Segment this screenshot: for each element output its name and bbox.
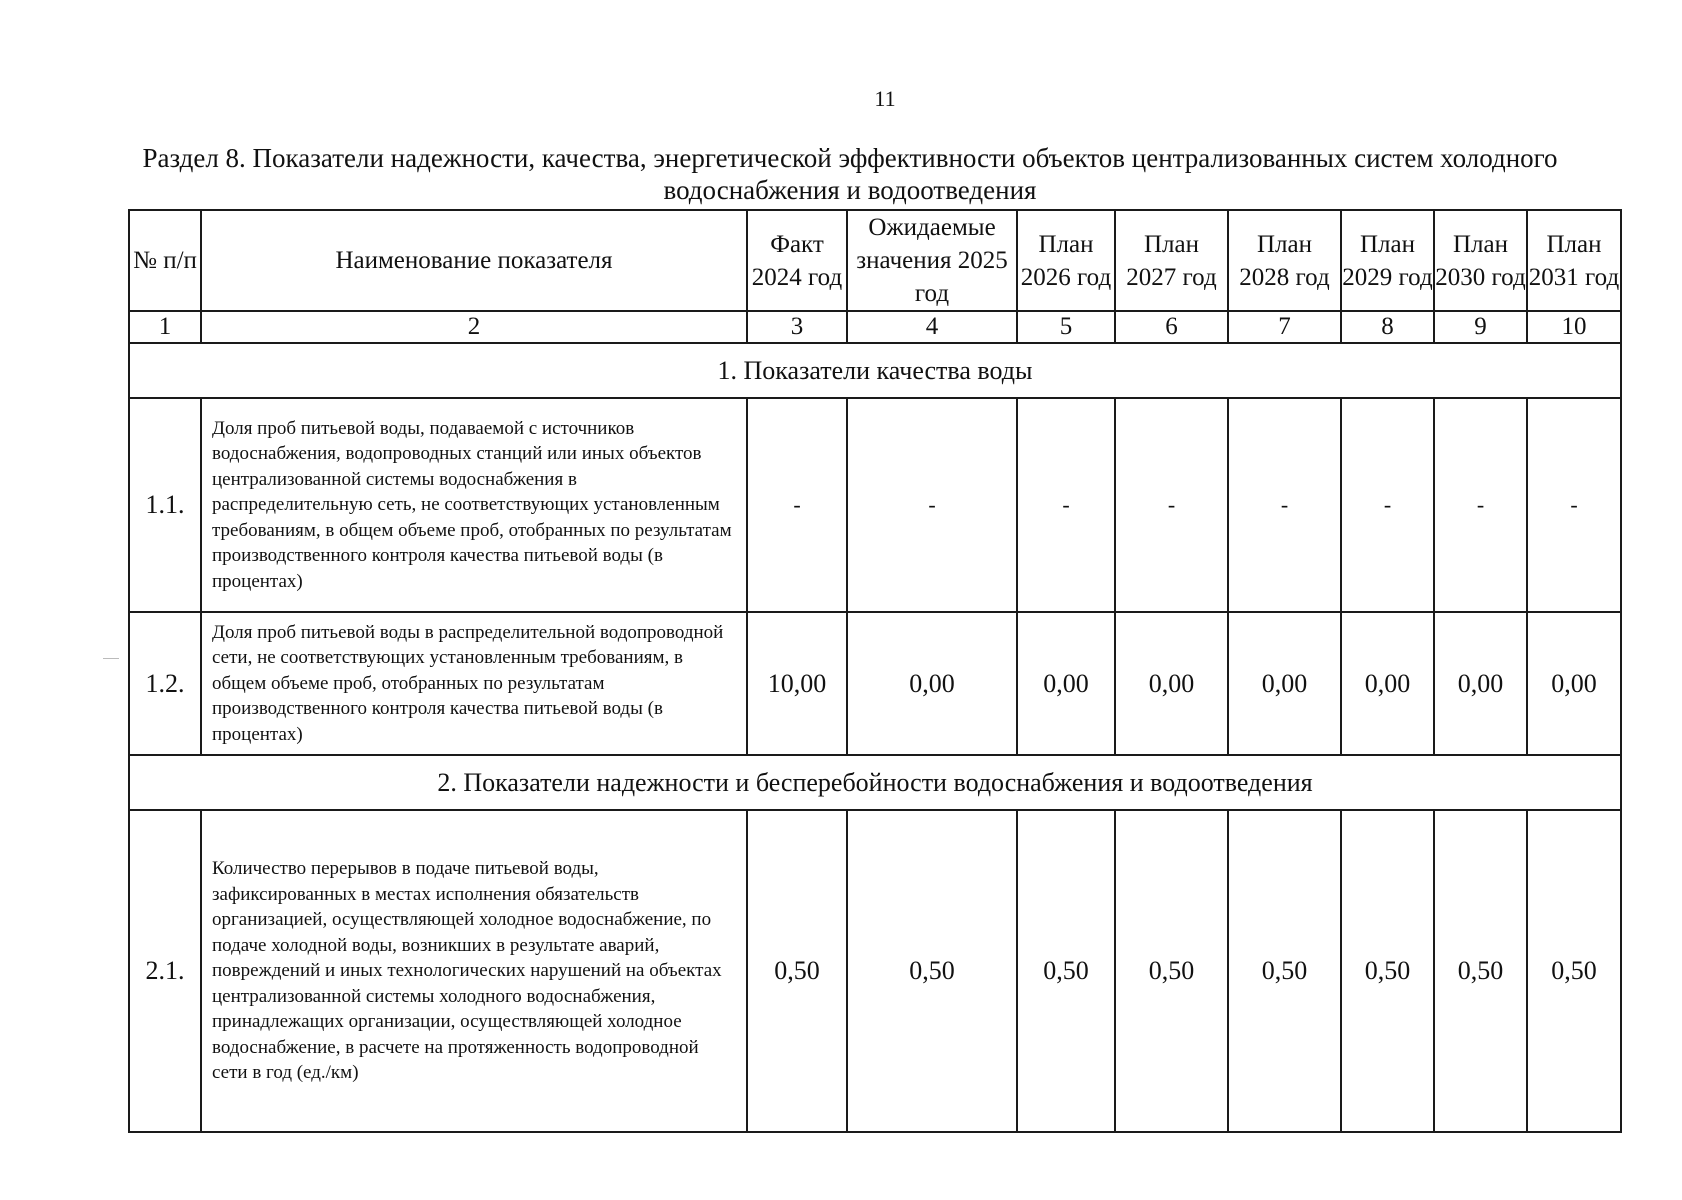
column-number: 4 [847, 311, 1017, 343]
value-plan-2026: - [1017, 398, 1115, 612]
column-number: 5 [1017, 311, 1115, 343]
column-number: 9 [1434, 311, 1527, 343]
value-plan-2030: 0,50 [1434, 810, 1527, 1132]
row-number: 2.1. [129, 810, 201, 1132]
indicator-name: Количество перерывов в подаче питьевой воды, зафиксированных в местах исполнения обязательств организацией, осуществляющей холодное водоснабжение, по подаче холодной воды, возникших в результате аварий, повреждений и иных технологических нарушений на объектах централизованной системы холодного водоснабжения, принадлежащих организации, осуществляющей холодное водоснабжение, в расчете на протяженность водопроводной сети в год (ед./км) [201, 810, 747, 1132]
value-plan-2028: 0,50 [1228, 810, 1341, 1132]
value-plan-2028: - [1228, 398, 1341, 612]
value-fact-2024: - [747, 398, 847, 612]
header-name: Наименование показателя [201, 210, 747, 311]
value-plan-2031: - [1527, 398, 1621, 612]
column-number: 6 [1115, 311, 1228, 343]
table-row [129, 810, 1621, 1132]
header-row [129, 210, 1621, 311]
group-title: 1. Показатели качества воды [129, 343, 1621, 398]
value-expected-2025: 0,50 [847, 810, 1017, 1132]
value-plan-2027: 0,00 [1115, 612, 1228, 755]
column-number: 1 [129, 311, 201, 343]
value-plan-2026: 0,50 [1017, 810, 1115, 1132]
column-number: 3 [747, 311, 847, 343]
value-plan-2029: 0,50 [1341, 810, 1434, 1132]
group-title: 2. Показатели надежности и бесперебойности водоснабжения и водоотведения [129, 755, 1621, 810]
column-number: 8 [1341, 311, 1434, 343]
margin-mark [103, 658, 119, 659]
value-plan-2029: 0,00 [1341, 612, 1434, 755]
row-number: 1.2. [129, 612, 201, 755]
value-plan-2030: 0,00 [1434, 612, 1527, 755]
value-plan-2031: 0,50 [1527, 810, 1621, 1132]
row-number: 1.1. [129, 398, 201, 612]
header-plan-2031: План 2031 год [1527, 210, 1621, 311]
group-row-reliability [129, 755, 1621, 810]
indicator-name: Доля проб питьевой воды в распределительной водопроводной сети, не соответствующих установленным требованиям, в общем объеме проб, отобранных по результатам производственного контроля качества питьевой воды (в процентах) [201, 612, 747, 755]
header-fact-2024: Факт 2024 год [747, 210, 847, 311]
column-number: 10 [1527, 311, 1621, 343]
value-expected-2025: - [847, 398, 1017, 612]
value-plan-2026: 0,00 [1017, 612, 1115, 755]
value-plan-2029: - [1341, 398, 1434, 612]
header-plan-2030: План 2030 год [1434, 210, 1527, 311]
page-number: 11 [874, 86, 896, 111]
column-number: 2 [201, 311, 747, 343]
group-row-quality [129, 343, 1621, 398]
value-plan-2027: 0,50 [1115, 810, 1228, 1132]
header-plan-2029: План 2029 год [1341, 210, 1434, 311]
value-plan-2027: - [1115, 398, 1228, 612]
header-plan-2026: План 2026 год [1017, 210, 1115, 311]
header-num: № п/п [129, 210, 201, 311]
value-plan-2030: - [1434, 398, 1527, 612]
value-fact-2024: 0,50 [747, 810, 847, 1132]
header-plan-2027: План 2027 год [1115, 210, 1228, 311]
value-fact-2024: 10,00 [747, 612, 847, 755]
header-plan-2028: План 2028 год [1228, 210, 1341, 311]
table-row [129, 612, 1621, 755]
header-expected-2025: Ожидаемые значения 2025 год [847, 210, 1017, 311]
column-number: 7 [1228, 311, 1341, 343]
value-plan-2031: 0,00 [1527, 612, 1621, 755]
value-expected-2025: 0,00 [847, 612, 1017, 755]
table-row [129, 398, 1621, 612]
column-number-row [129, 311, 1621, 343]
indicators-table [128, 209, 1622, 1133]
indicator-name: Доля проб питьевой воды, подаваемой с источников водоснабжения, водопроводных станций или иных объектов централизованной системы водоснабжения в распределительную сеть, не соответствующих установленным требованиям, в общем объеме проб, отобранных по результатам производственного контроля качества питьевой воды (в процентах) [201, 398, 747, 612]
section-title: Раздел 8. Показатели надежности, качества, энергетической эффективности объектов централизованных систем холодного водоснабжения и водоотведения [142, 143, 1558, 205]
value-plan-2028: 0,00 [1228, 612, 1341, 755]
